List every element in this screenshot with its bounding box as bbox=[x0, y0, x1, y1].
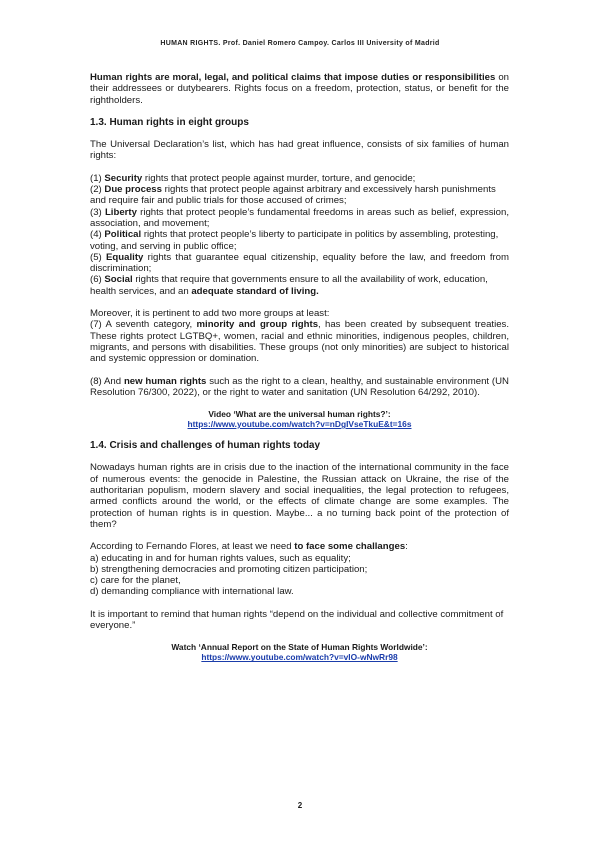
list-item: (5) Equality rights that guarantee equal citizenship, equality before the law, and freedom from discrimination; bbox=[90, 251, 510, 275]
list-item: c) care for the planet, bbox=[90, 575, 181, 587]
video-reference bbox=[90, 409, 509, 429]
seventh-group: (7) A seventh category, minority and group rights, has been created by subsequent treaties. These rights protect LGTBQ+, women, racial and ethnic minorities, indigenous peoples, children, migrants, and persons with disabilities. These groups (not only minorities) are subject to historical and systemic oppression or domination. bbox=[90, 319, 510, 365]
watch-caption: Watch ‘Annual Report on the State of Human Rights Worldwide’: bbox=[171, 642, 428, 653]
eighth-group: (8) And new human rights such as the right to a clean, healthy, and sustainable environment (UN Resolution 76/300, 2022), or the right to water and sanitation (UN Resolution 64/292, 2010). bbox=[90, 375, 509, 398]
list-item: d) demanding compliance with international law. bbox=[90, 586, 294, 598]
running-header: HUMAN RIGHTS. Prof. Daniel Romero Campoy. Carlos III University of Madrid bbox=[160, 40, 440, 47]
intro-rest: on their addressees or dutybearers. Rights focus on a freedom, protection, status, or benefit for the rightholders. bbox=[90, 72, 509, 106]
section-1-3-heading: 1.3. Human rights in eight groups bbox=[90, 116, 249, 128]
closing-paragraph: It is important to remind that human rights “depend on the individual and collective commitment of everyone.” bbox=[90, 608, 504, 631]
watch-link[interactable]: https://www.youtube.com/watch?v=vIO-wNwRr98 bbox=[201, 652, 398, 663]
groups-list bbox=[90, 173, 509, 297]
list-item: (1) Security rights that protect people against murder, torture, and genocide; bbox=[90, 172, 416, 184]
groups-lead: The Universal Declaration’s list, which has had great influence, consists of six families of human rights: bbox=[90, 139, 509, 162]
more-groups-lead: Moreover, it is pertinent to add two more groups at least: bbox=[90, 308, 330, 320]
crisis-paragraph: Nowadays human rights are in crisis due to the inaction of the international community in the face of numerous events: the genocide in Palestine, the Russian attack on Ukraine, the rise of the authoritarian populism, modern slavery and social inequalities, the legal protection to refugees, armed conflicts around the world, or the effects of climate change are some examples. The protection of human rights is in question. Maybe... a no turning back point of the protection of them? bbox=[90, 462, 509, 530]
intro-paragraph bbox=[90, 72, 509, 106]
section-1-4-heading: 1.4. Crisis and challenges of human rights today bbox=[90, 440, 321, 452]
flores-lead: According to Fernando Flores, at least we need to face some challanges: bbox=[90, 541, 408, 553]
list-item: (6) Social rights that require that governments ensure to all the availability of work, education, health services, and an adequate standard of living. bbox=[90, 274, 488, 297]
watch-reference bbox=[90, 642, 509, 662]
list-item: (3) Liberty rights that protect people’s fundamental freedoms in areas such as belief, expression, association, and movement; bbox=[90, 206, 509, 229]
list-item: (2) Due process rights that protect people against arbitrary and excessively harsh punishments and require fair and public trials for those accused of crimes; bbox=[90, 184, 496, 207]
video-caption: Video ‘What are the universal human rights?’: bbox=[208, 409, 391, 420]
list-item: b) strengthening democracies and promoting citizen participation; bbox=[90, 563, 368, 575]
page-number: 2 bbox=[297, 801, 303, 810]
challenges-list bbox=[90, 553, 509, 598]
intro-bold: Human rights are moral, legal, and political claims that impose duties or responsibilities bbox=[90, 72, 496, 83]
list-item: a) educating in and for human rights values, such as equality; bbox=[90, 552, 351, 564]
list-item: (4) Political rights that protect people’s liberty to participate in politics by assembling, protesting, voting, and serving in public office; bbox=[90, 229, 499, 252]
video-link[interactable]: https://www.youtube.com/watch?v=nDgIVseTkuE&t=16s bbox=[187, 419, 412, 430]
document-body bbox=[90, 72, 509, 662]
